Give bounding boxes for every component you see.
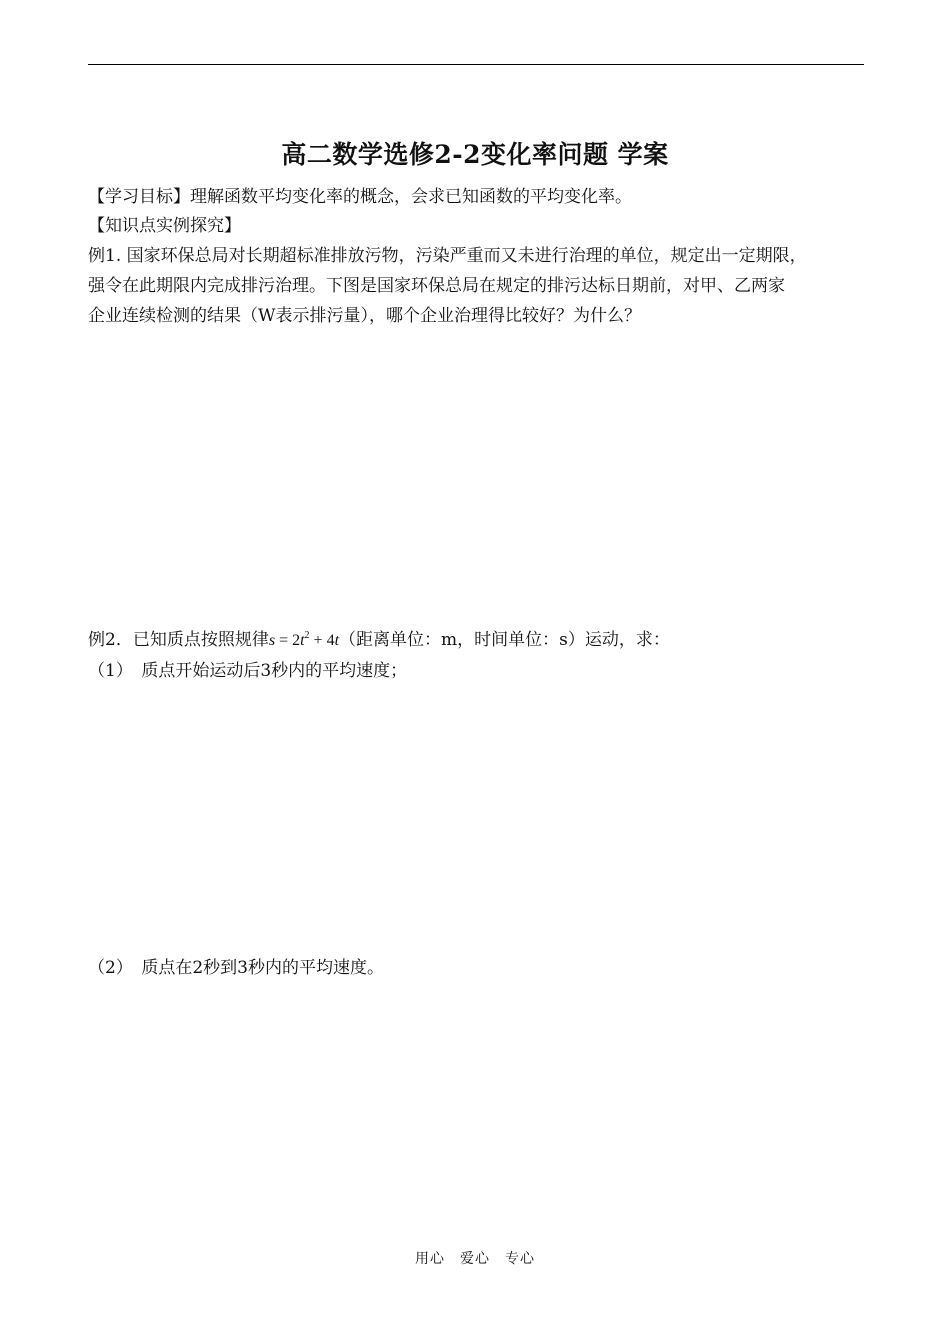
page-title: 高二数学选修2-2变化率问题 学案 xyxy=(281,140,669,169)
example-2-suffix: （距离单位：m，时间单位：s）运动，求： xyxy=(339,630,670,650)
example-2-prompt xyxy=(88,629,670,654)
question-2: （2） 质点在2秒到3秒内的平均速度。 xyxy=(88,958,384,978)
formula-var-1: t xyxy=(300,632,305,649)
header-rule xyxy=(88,64,864,65)
question-1: （1） 质点开始运动后3秒内的平均速度； xyxy=(88,661,408,681)
section-heading: 【知识点实例探究】 xyxy=(88,216,241,236)
formula-equals: = xyxy=(275,632,293,649)
formula-lhs: s xyxy=(268,632,276,649)
motion-formula xyxy=(269,632,339,649)
formula-plus: + xyxy=(309,632,327,649)
formula-var-2: t xyxy=(334,632,340,649)
formula-coef-2: 4 xyxy=(326,632,335,649)
example-1-line-2: 强令在此期限内完成排污治理。下图是国家环保总局在规定的排污达标日期前，对甲、乙两家 xyxy=(88,276,785,296)
example-2-prefix: 例2．已知质点按照规律 xyxy=(88,630,269,650)
page-footer: 用心 爱心 专心 xyxy=(415,1251,535,1267)
formula-coef-1: 2 xyxy=(292,632,301,649)
example-1 xyxy=(88,241,868,331)
formula-exponent: 2 xyxy=(304,630,310,641)
example-1-line-3: 企业连续检测的结果（W表示排污量），哪个企业治理得比较好？为什么？ xyxy=(88,306,641,326)
learning-objective: 【学习目标】理解函数平均变化率的概念，会求已知函数的平均变化率。 xyxy=(88,187,632,207)
example-1-line-1: 例1. 国家环保总局对长期超标准排放污物，污染严重而又未进行治理的单位，规定出一定期限， xyxy=(88,246,807,266)
